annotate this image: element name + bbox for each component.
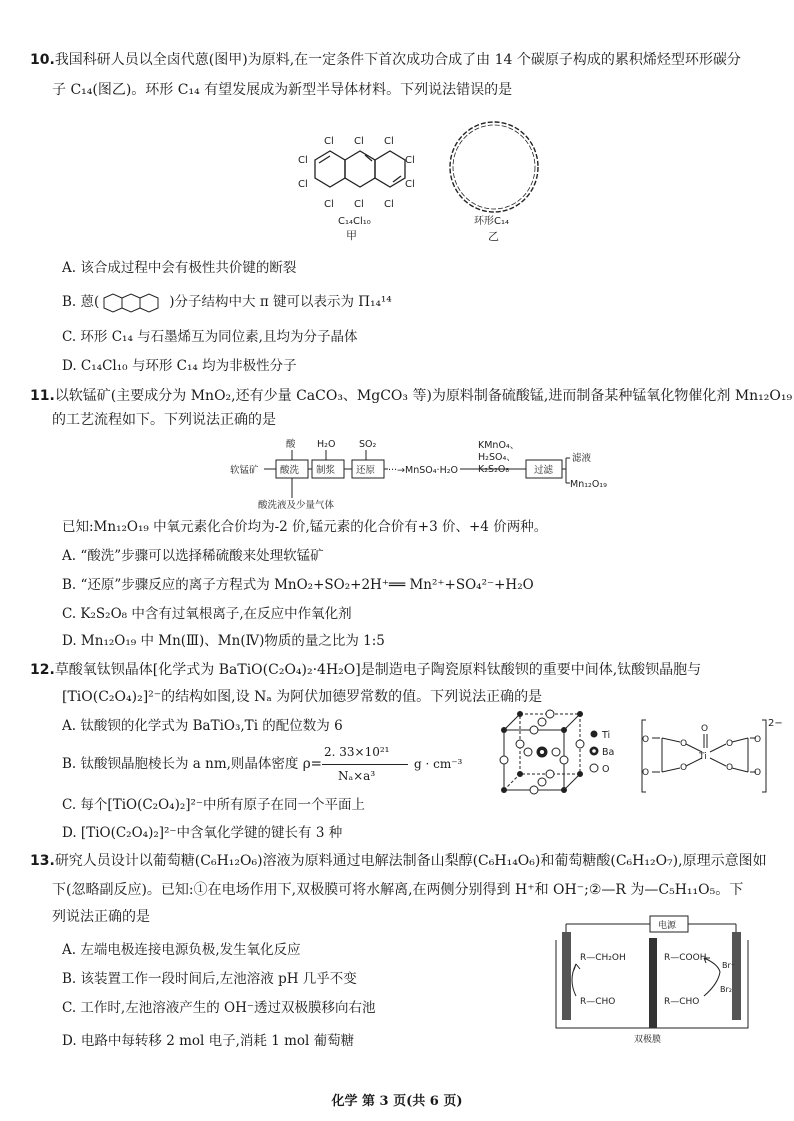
q12-atom-o-3: O (680, 739, 688, 749)
q12-atom-o-4: O (680, 763, 688, 773)
q12-option-b-denominator: Nₐ×a³ (338, 769, 376, 783)
q10-option-a: A. 该合成过程中会有极性共价键的断裂 (62, 260, 297, 276)
q10-number: 10. (30, 52, 55, 68)
q12-legend-ba: Ba (602, 747, 615, 758)
q13-left-bottom: R—CHO (580, 997, 616, 1007)
q10-cl-8: Cl (324, 199, 334, 210)
q12-stem-line2: [TiO(C₂O₄)₂]²⁻的结构如图,设 Nₐ 为阿伏加德罗常数的值。下列说法正确的是 (62, 689, 543, 705)
flow-r1: KMnO₄、 (478, 440, 520, 451)
q13-option-c: C. 工作时,左池溶液产生的 OH⁻透过双极膜移向右池 (62, 1000, 376, 1016)
flow-box-4: 过滤 (534, 465, 554, 476)
q10-cl-6: Cl (298, 179, 308, 190)
q13-option-b: B. 该装置工作一段时间后,左池溶液 pH 几乎不变 (62, 971, 357, 987)
q13-electrolysis-figure (552, 910, 752, 1045)
anthracene-icon (99, 293, 169, 313)
flow-start: 软锰矿 (230, 465, 259, 476)
q10-option-c: C. 环形 C₁₄ 与石墨烯互为同位素,且均为分子晶体 (62, 329, 358, 345)
q12-atom-ti: Ti (699, 752, 707, 762)
q11-stem-line2: 的工艺流程如下。下列说法正确的是 (52, 412, 276, 428)
q10-cl-5: Cl (405, 155, 415, 166)
q12-anion-structure (640, 714, 785, 798)
q11-note: 已知:Mn₁₂O₁₉ 中氧元素化合价均为-2 价,锰元素的化合价有+3 价、+4 价两种。 (62, 519, 548, 535)
flow-out-2: Mn₁₂O₁₉ (570, 479, 607, 490)
q12-atom-o-7: O (726, 763, 734, 773)
q10-cl-3: Cl (384, 136, 394, 147)
flow-above-3: SO₂ (359, 439, 377, 450)
q12-fraction-bar (322, 764, 408, 765)
q10-cl-2: Cl (354, 136, 364, 147)
q12-anion-charge: 2− (768, 718, 783, 729)
q12-unit-cell-figure (498, 708, 623, 804)
q10-stem-line1 (30, 50, 741, 70)
q12-stem-text1: 草酸氧钛钡晶体[化学式为 BaTiO(C₂O₄)₂·4H₂O]是制造电子陶瓷原料钛酸钡的重要中间体,钛酸钡晶胞与 (54, 662, 702, 678)
page-footer: 化学 第 3 页(共 6 页) (331, 1094, 463, 1109)
q12-option-a: A. 钛酸钡的化学式为 BaTiO₃,Ti 的配位数为 6 (62, 718, 343, 734)
q11-option-a: A. “酸洗”步骤可以选择稀硫酸来处理软锰矿 (62, 548, 324, 564)
q12-legend-o: O (602, 764, 610, 775)
q11-flowchart (228, 436, 608, 512)
q13-stem-text1: 研究人员设计以葡萄糖(C₆H₁₂O₆)溶液为原料通过电解法制备山梨醇(C₆H₁₄O₆)和葡萄糖酸(C₆H₁₂O₇),原理示意图如 (54, 853, 767, 869)
q10-option-b-pre: B. 蒽( (62, 294, 100, 310)
q11-number: 11. (30, 388, 55, 404)
q13-right-top: R—COOH (664, 953, 707, 963)
q10-cl-1: Cl (324, 136, 334, 147)
q10-option-d: D. C₁₄Cl₁₀ 与环形 C₁₄ 均为非极性分子 (62, 358, 297, 374)
q12-legend-ti: Ti (602, 730, 611, 741)
q10-cl-4: Cl (298, 155, 308, 166)
q13-left-top: R—CH₂OH (580, 953, 626, 963)
q11-option-b: B. “还原”步骤反应的离子方程式为 MnO₂+SO₂+2H⁺══ Mn²⁺+SO₄²⁻+H₂O (62, 577, 534, 593)
flow-below-1: 酸洗液及少量气体 (258, 500, 335, 511)
q12-option-c: C. 每个[TiO(C₂O₄)₂]²⁻中所有原子在同一个平面上 (62, 797, 366, 813)
q12-option-b-unit: g · cm⁻³ (414, 757, 463, 771)
flow-above-2: H₂O (317, 439, 336, 450)
flow-out-1: 滤液 (572, 453, 592, 464)
q11-option-d: D. Mn₁₂O₁₉ 中 Mn(Ⅲ)、Mn(Ⅳ)物质的量之比为 1:5 (62, 633, 385, 649)
q13-stem-line3: 列说法正确的是 (52, 909, 150, 925)
q13-option-d: D. 电路中每转移 2 mol 电子,消耗 1 mol 葡萄糖 (62, 1033, 355, 1049)
flow-r3: K₂S₂O₈ (478, 464, 510, 475)
q13-power-source: 电源 (658, 921, 677, 931)
q10-cl-9: Cl (354, 199, 364, 210)
q12-atom-o-5: O (701, 724, 709, 734)
q13-membrane-label: 双极膜 (634, 1035, 662, 1045)
q13-br-minus: Br⁻ (722, 961, 735, 970)
q12-atom-o-8: O (754, 735, 762, 745)
q12-option-b-pre: B. 钛酸钡晶胞棱长为 a nm,则晶体密度 ρ= (62, 756, 322, 772)
q13-option-a: A. 左端电极连接电源负极,发生氧化反应 (62, 942, 301, 958)
q10-option-b-post: )分子结构中大 π 键可以表示为 Π₁₄¹⁴ (169, 294, 392, 310)
q10-cl-7: Cl (405, 179, 415, 190)
flow-r2: H₂SO₄、 (478, 452, 516, 463)
flow-box-1: 酸洗 (280, 465, 300, 476)
q10-option-b (62, 292, 392, 313)
q10-fig-a-formula: C₁₄Cl₁₀ (338, 216, 371, 227)
q12-atom-o-9: O (754, 768, 762, 778)
q12-atom-o-2: O (642, 768, 650, 778)
flow-above-1: 酸 (286, 439, 296, 450)
q11-stem-text1: 以软锰矿(主要成分为 MnO₂,还有少量 CaCO₃、MgCO₃ 等)为原料制备硫酸锰,进而制备某种锰氧化物催化剂 Mn₁₂O₁₉ (54, 388, 793, 404)
q11-option-c: C. K₂S₂O₈ 中含有过氧根离子,在反应中作氧化剂 (62, 606, 352, 622)
q13-stem-line1 (30, 851, 767, 871)
q10-figure-a (290, 125, 420, 243)
q13-right-bottom: R—CHO (664, 997, 700, 1007)
q12-number: 12. (30, 662, 55, 678)
q13-br2: Br₂ (720, 985, 732, 994)
q12-stem-line1 (30, 660, 701, 680)
q12-atom-o-1: O (642, 735, 650, 745)
q13-number: 13. (30, 853, 55, 869)
q10-stem-line2: 子 C₁₄(图乙)。环形 C₁₄ 有望发展成为新型半导体材料。下列说法错误的是 (52, 82, 513, 98)
q10-fig-b-label: 乙 (488, 230, 499, 243)
q11-stem-line1 (30, 386, 792, 406)
q12-option-b-numerator: 2. 33×10²¹ (324, 745, 390, 759)
flow-box-3: 还原 (356, 465, 376, 476)
q10-stem-text1: 我国科研人员以全卤代蒽(图甲)为原料,在一定条件下首次成功合成了由 14 个碳原子构成的累积烯烃型环形碳分 (54, 52, 741, 68)
flow-mid: ···→MnSO₄·H₂O (388, 465, 459, 476)
flow-box-2: 制浆 (316, 465, 336, 476)
q12-option-d: D. [TiO(C₂O₄)₂]²⁻中含氧化学键的键长有 3 种 (62, 825, 343, 841)
q10-fig-a-label: 甲 (346, 229, 357, 242)
q10-cl-10: Cl (384, 199, 394, 210)
q10-figure-b (438, 112, 550, 244)
q12-atom-o-6: O (726, 739, 734, 749)
q13-stem-line2: 下(忽略副反应)。已知:①在电场作用下,双极膜可将水解离,在两侧分别得到 H⁺和 OH⁻;②—R 为—C₅H₁₁O₅。下 (52, 882, 744, 898)
q10-fig-b-formula: 环形C₁₄ (474, 216, 509, 227)
